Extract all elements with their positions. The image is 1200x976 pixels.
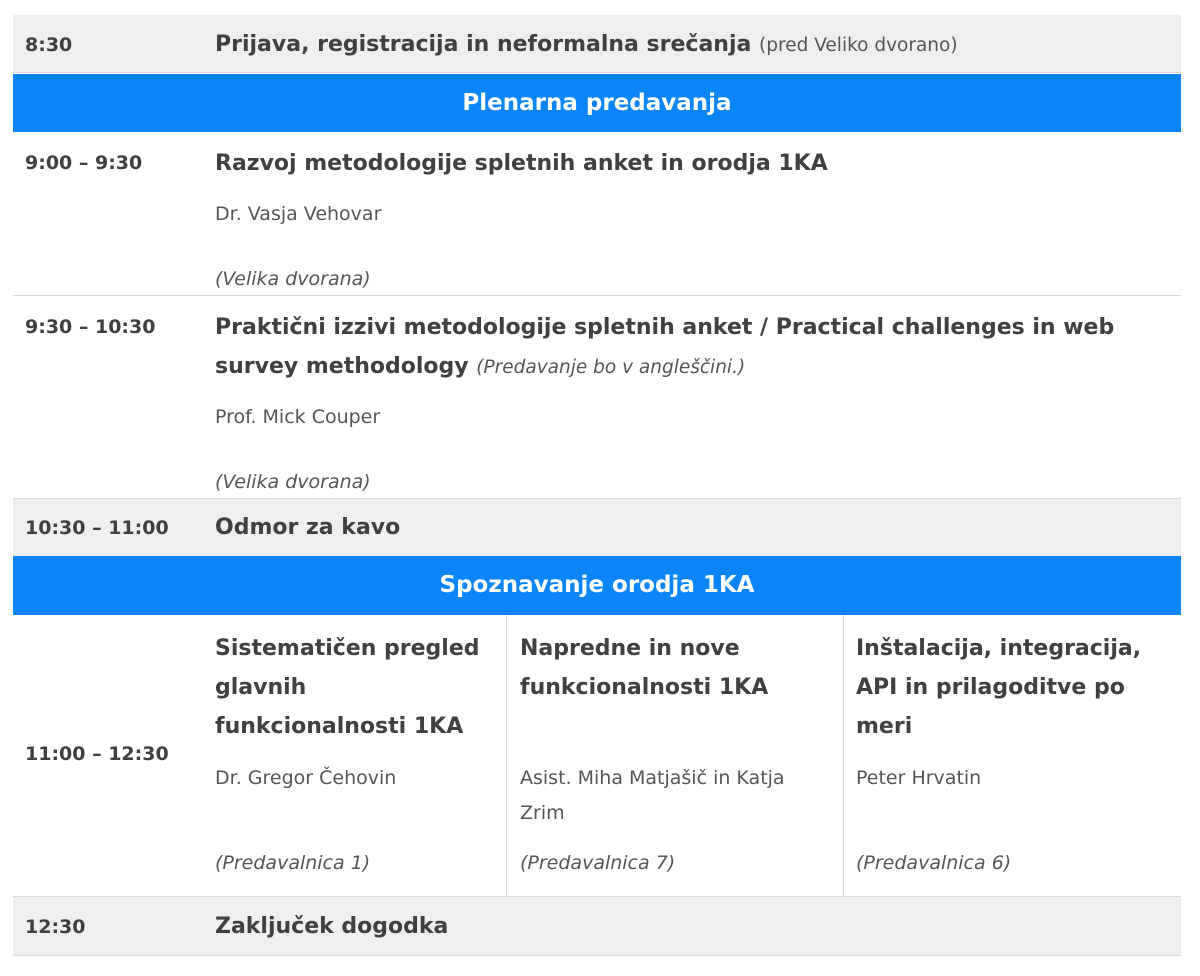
closing-row — [13, 897, 1181, 956]
registration-title — [215, 25, 958, 65]
workshop1-speaker: Dr. Gregor Čehovin — [215, 767, 397, 789]
talk1-title: Razvoj metodologije spletnih anket in orodja 1KA — [215, 151, 828, 176]
workshop1-title: Sistematičen pregled glavnih funkcionalnosti 1KA — [215, 636, 480, 739]
talk-row-2 — [13, 296, 1181, 499]
section-header-tool: Spoznavanje orodja 1KA — [13, 556, 1181, 615]
workshop2-speaker: Asist. Miha Matjašič in Katja Zrim — [520, 767, 785, 824]
talk2-speaker: Prof. Mick Couper — [215, 406, 381, 428]
workshop3-title: Inštalacija, integracija, API in prilagoditve po meri — [856, 636, 1142, 739]
workshop1-room: (Predavalnica 1) — [215, 852, 371, 874]
talk2-title — [215, 308, 1165, 387]
section-header-plenary: Plenarna predavanja — [13, 74, 1181, 132]
break-row — [13, 499, 1181, 556]
workshop3-speaker: Peter Hrvatin — [856, 767, 982, 789]
break-time: 10:30 – 11:00 — [25, 517, 169, 539]
talk1-time: 9:00 – 9:30 — [25, 152, 143, 174]
break-title: Odmor za kavo — [215, 515, 401, 540]
registration-row — [13, 15, 1181, 73]
talk1-room: (Velika dvorana) — [215, 268, 371, 290]
registration-note: (pred Veliko dvorano) — [759, 35, 958, 56]
column-divider — [843, 615, 844, 897]
workshops-row — [13, 615, 1181, 897]
workshop2-title: Napredne in nove funkcionalnosti 1KA — [520, 636, 769, 700]
workshop3-room: (Predavalnica 6) — [856, 852, 1012, 874]
talk1-speaker: Dr. Vasja Vehovar — [215, 203, 382, 225]
closing-title: Zaključek dogodka — [215, 914, 449, 939]
registration-title-text: Prijava, registracija in neformalna srečanja — [215, 32, 752, 57]
column-divider — [506, 615, 507, 897]
talk2-title-text: Praktični izzivi metodologije spletnih anket / Practical challenges in web survey methodology — [215, 315, 1115, 379]
talk2-note: (Predavanje bo v angleščini.) — [476, 357, 746, 378]
registration-time: 8:30 — [25, 34, 73, 56]
closing-time: 12:30 — [25, 916, 86, 938]
talk2-room: (Velika dvorana) — [215, 471, 371, 493]
talk2-time: 9:30 – 10:30 — [25, 316, 156, 338]
talk-row-1 — [13, 132, 1181, 296]
workshop2-room: (Predavalnica 7) — [520, 852, 676, 874]
workshops-time: 11:00 – 12:30 — [25, 743, 169, 765]
